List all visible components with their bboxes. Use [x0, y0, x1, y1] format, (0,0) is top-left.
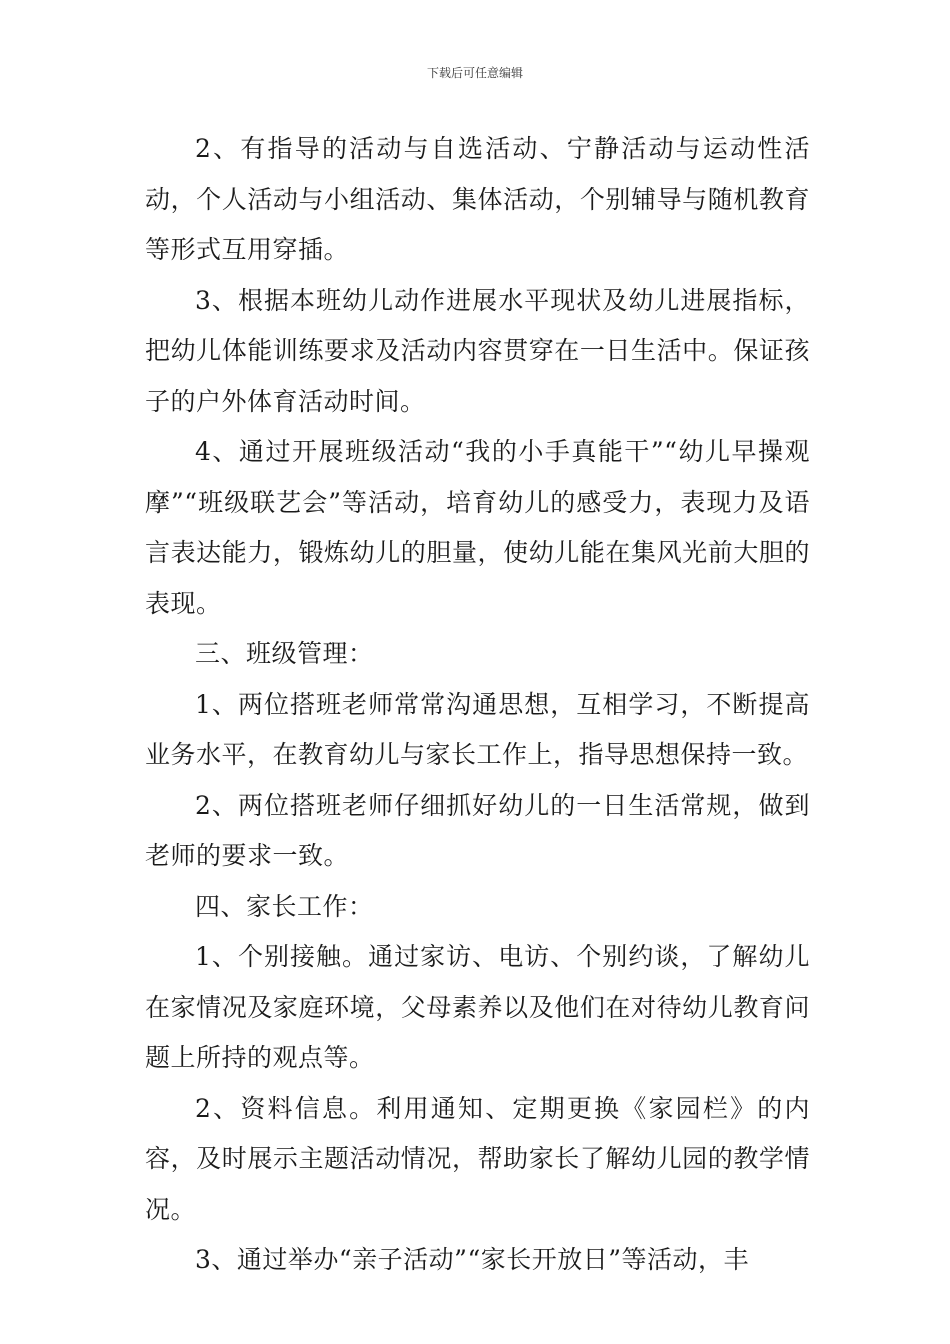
paragraph-teacher-communication: 1、两位搭班老师常常沟通思想，互相学习，不断提高业务水平，在教育幼儿与家长工作上，指导思想保持一致。: [145, 689, 810, 769]
paragraph-physical-training: 3、根据本班幼儿动作进展水平现状及幼儿进展指标，把幼儿体能训练要求及活动内容贯穿在一日生活中。保证孩子的户外体育活动时间。: [145, 285, 810, 416]
document-body: [145, 124, 810, 1286]
paragraph-individual-contact: 1、个别接触。通过家访、电访、个别约谈，了解幼儿在家情况及家庭环境，父母素养以及他们在对待幼儿教育问题上所持的观点等。: [145, 942, 810, 1072]
paragraph-class-activities: 4、通过开展班级活动“我的小手真能干”“幼儿早操观摩”“班级联艺会”等活动，培育幼儿的感受力，表现力及语言表达能力，锻炼幼儿的胆量，使幼儿能在集风光前大胆的表现。: [145, 437, 810, 618]
paragraph-daily-routine: 2、两位搭班老师仔细抓好幼儿的一日生活常规，做到老师的要求一致。: [145, 790, 810, 870]
page-header: 下载后可任意编辑: [426, 66, 523, 80]
section-heading-class-management: 三、班级管理：: [195, 639, 374, 668]
section-heading-parent-work: 四、家长工作：: [195, 891, 374, 921]
paragraph-parent-events: 3、通过举办“亲子活动”“家长开放日”等活动，丰: [195, 1245, 750, 1274]
paragraph-information-board: 2、资料信息。利用通知、定期更换《家园栏》的内容，及时展示主题活动情况，帮助家长了解幼儿园的教学情况。: [145, 1093, 810, 1224]
paragraph-activity-forms: 2、有指导的活动与自选活动、宁静活动与运动性活动，个人活动与小组活动、集体活动，个别辅导与随机教育等形式互用穿插。: [145, 134, 810, 264]
